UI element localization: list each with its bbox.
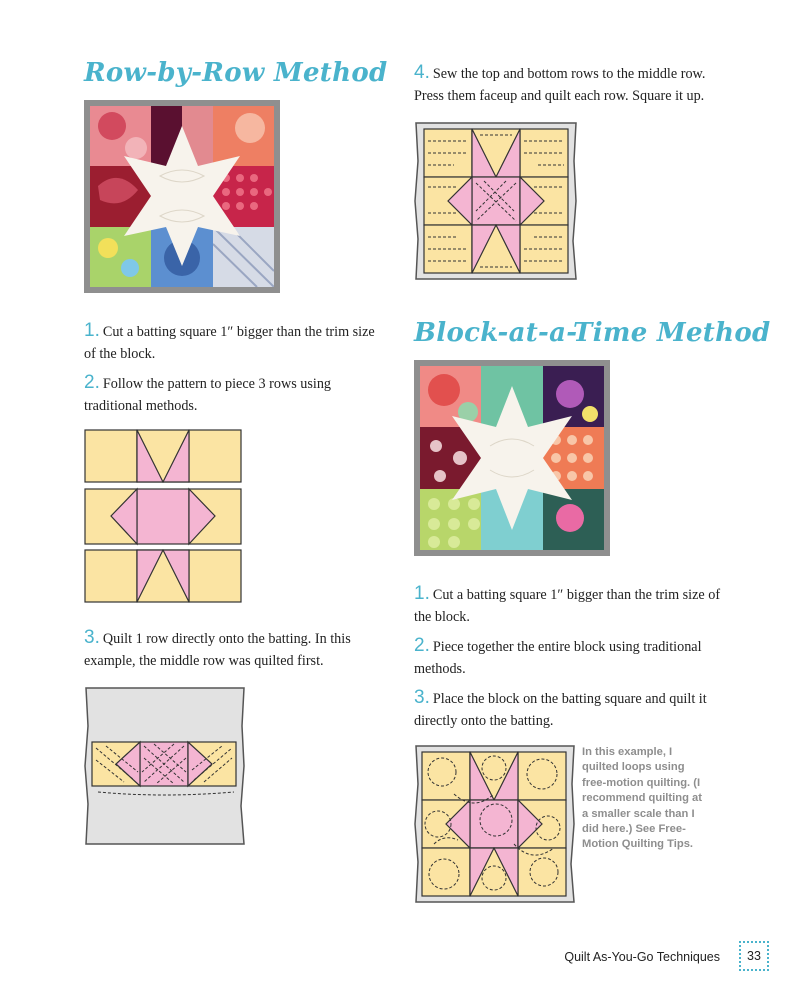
step-number: 3. bbox=[84, 627, 100, 648]
step-text: Cut a batting square 1″ bigger than the trim size of the block. bbox=[414, 587, 721, 625]
page-number-badge: 33 bbox=[739, 941, 769, 971]
step-number: 1. bbox=[84, 320, 100, 341]
step-text: Place the block on the batting square and quilt it directly onto the batting. bbox=[414, 691, 707, 729]
three-rows-diagram bbox=[84, 429, 244, 604]
block-step-2 bbox=[414, 635, 724, 680]
block-at-a-time-photo bbox=[414, 360, 610, 556]
step-text: Quilt 1 row directly onto the batting. In this example, the middle row was quilted first. bbox=[84, 631, 351, 669]
footer-chapter-title: Quilt As-You-Go Techniques bbox=[564, 950, 720, 964]
step-number: 1. bbox=[414, 583, 430, 604]
block-step-1 bbox=[414, 583, 724, 628]
block-step-3 bbox=[414, 687, 724, 732]
step-number: 2. bbox=[84, 372, 100, 393]
free-motion-note: In this example, I quilted loops using free-motion quilting. (I recommend quilting at a smaller scale than I did here.) See Free-Motion Quilting Tips. bbox=[582, 746, 702, 851]
step-text: Sew the top and bottom rows to the middle row. Press them faceup and quilt each row. Square it up. bbox=[414, 66, 706, 104]
step-text: Cut a batting square 1″ bigger than the trim size of the block. bbox=[84, 324, 375, 362]
middle-row-on-batting-diagram bbox=[84, 686, 246, 846]
row-by-row-block-photo bbox=[84, 100, 280, 293]
step-number: 3. bbox=[414, 687, 430, 708]
row-step-1 bbox=[84, 320, 384, 365]
row-by-row-heading: Row-by-Row Method bbox=[84, 58, 388, 88]
free-motion-loops-diagram bbox=[414, 744, 576, 904]
row-step-2 bbox=[84, 372, 384, 417]
row-step-4 bbox=[414, 62, 724, 107]
step-number: 2. bbox=[414, 635, 430, 656]
assembled-rows-diagram bbox=[414, 121, 578, 281]
step-text: Piece together the entire block using traditional methods. bbox=[414, 639, 702, 677]
block-at-a-time-heading: Block-at-a-Time Method bbox=[414, 318, 771, 348]
step-number: 4. bbox=[414, 62, 430, 83]
step-text: Follow the pattern to piece 3 rows using traditional methods. bbox=[84, 376, 332, 414]
row-step-3 bbox=[84, 627, 384, 672]
